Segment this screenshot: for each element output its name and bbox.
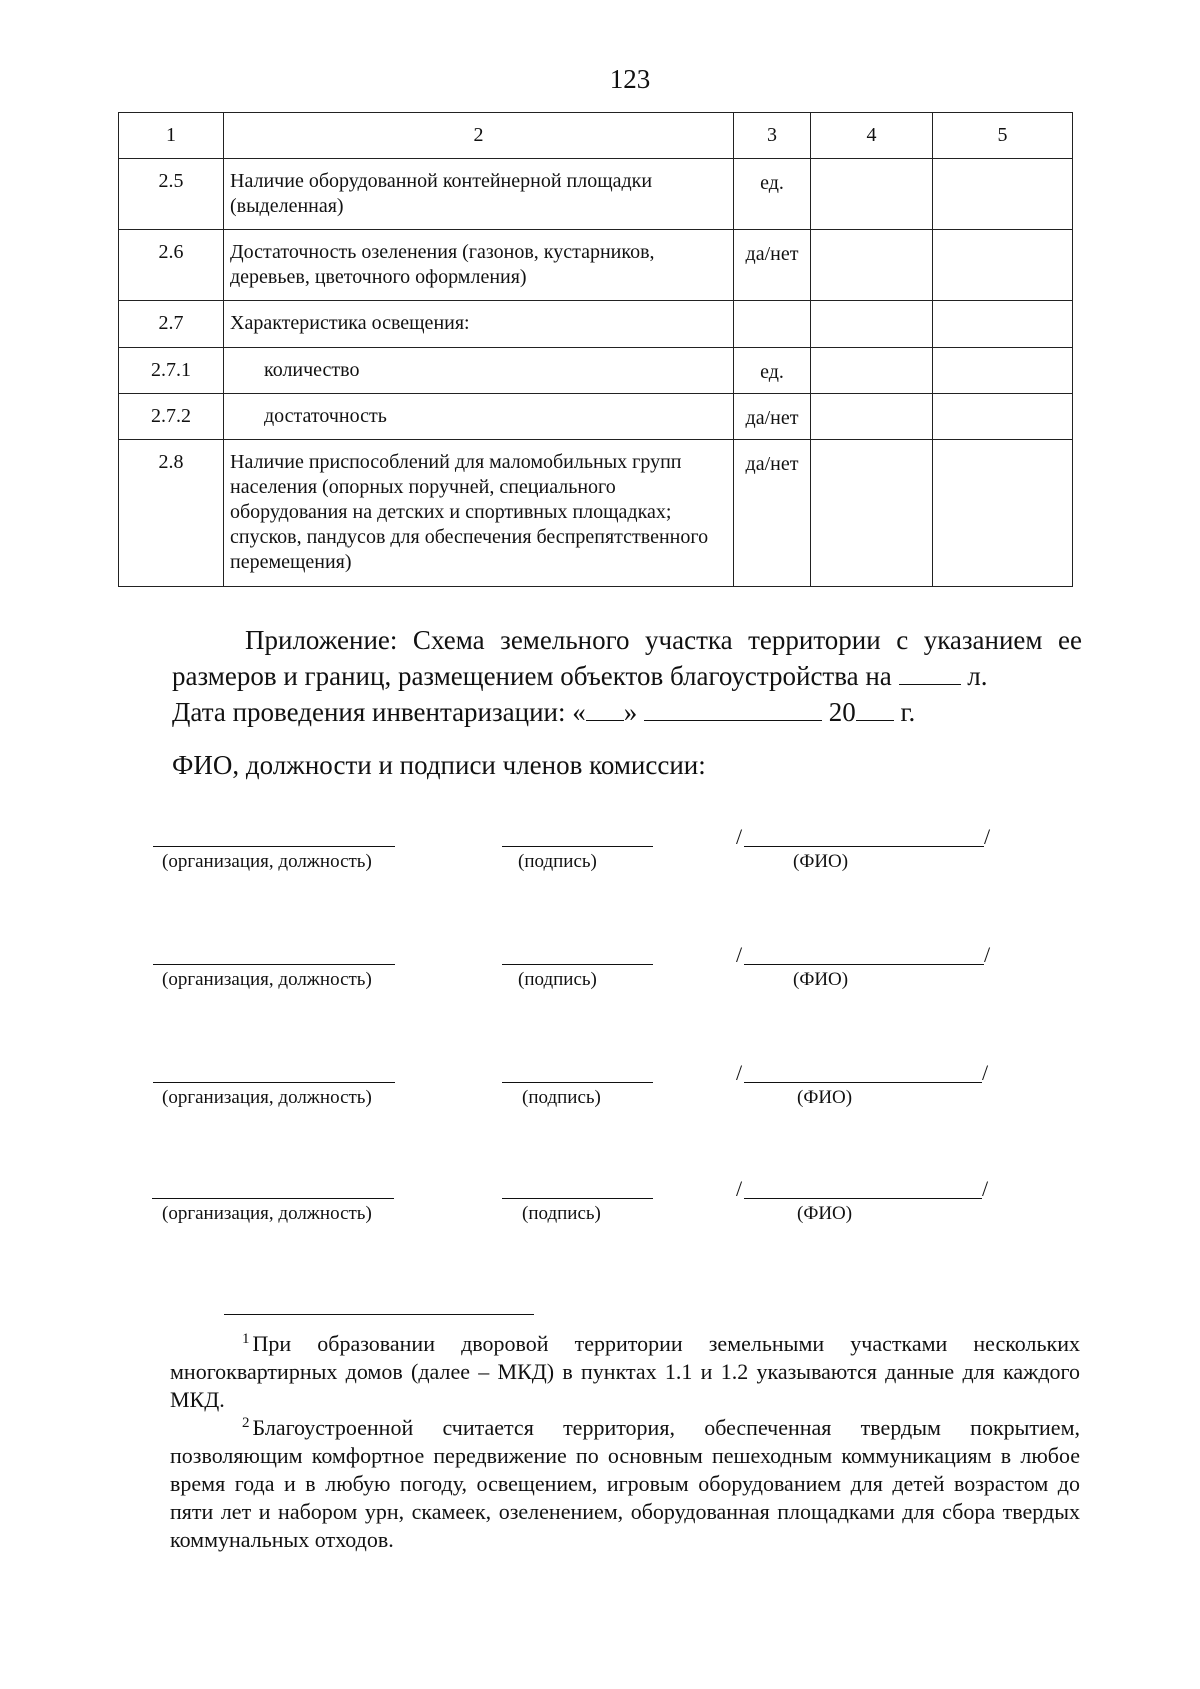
inventory-table [118,112,1073,587]
row-value-5[interactable] [933,159,1073,230]
appendix-paragraph [172,622,1082,694]
organization-caption: (организация, должность) [162,1203,372,1224]
footnote-text: При образовании дворовой территории земельными участками нескольких многоквартирных домов (далее – МКД) в пунктах 1.1 и 1.2 указываются данные для каждого МКД. [170,1331,1080,1412]
row-value-4[interactable] [811,301,933,348]
row-name: количество [224,348,734,394]
fio-slash-left: / [736,942,743,967]
row-value-5[interactable] [933,230,1073,301]
table-row [119,159,1073,230]
year-suffix: г. [900,697,916,727]
organization-line[interactable] [153,1082,395,1083]
table-row [119,440,1073,587]
row-number: 2.8 [119,440,224,587]
signature-caption: (подпись) [518,969,597,990]
signature-row [0,1060,1200,1126]
table-header-cell: 5 [933,113,1073,159]
row-number: 2.6 [119,230,224,301]
row-unit: да/нет [734,394,811,440]
row-value-4[interactable] [811,159,933,230]
row-number: 2.7 [119,301,224,348]
row-name: Характеристика освещения: [224,301,734,348]
signature-line[interactable] [502,846,653,847]
table-row [119,348,1073,394]
fio-slash-left: / [736,824,743,849]
table-header-cell: 3 [734,113,811,159]
commission-title: ФИО, должности и подписи членов комиссии: [172,750,706,780]
row-value-4[interactable] [811,348,933,394]
row-value-5[interactable] [933,440,1073,587]
row-number: 2.5 [119,159,224,230]
footnote [170,1414,1080,1554]
table-header-cell: 4 [811,113,933,159]
row-unit: ед. [734,348,811,394]
fio-slash-right: / [984,824,991,849]
organization-caption: (организация, должность) [162,851,372,872]
fio-caption: (ФИО) [793,969,849,990]
row-unit [734,301,811,348]
fio-slash-right: / [982,1060,989,1085]
row-name: достаточность [224,394,734,440]
signature-row [0,1176,1200,1242]
row-value-5[interactable] [933,301,1073,348]
inventory-date-line [172,694,1082,730]
sheets-count-blank[interactable] [899,662,961,685]
page-number: 123 [609,64,651,94]
row-unit: да/нет [734,230,811,301]
table-row [119,394,1073,440]
signature-caption: (подпись) [518,851,597,872]
row-unit: ед. [734,159,811,230]
month-blank[interactable] [644,698,822,721]
signature-line[interactable] [502,964,653,965]
fio-caption: (ФИО) [797,1203,853,1224]
organization-caption: (организация, должность) [162,1087,372,1108]
row-value-4[interactable] [811,230,933,301]
table-row [119,301,1073,348]
row-name: Наличие приспособлений для маломобильных групп населения (опорных поручней, специального оборудования на детских и спортивных площадках; спусков, пандусов для обеспечения беспрепятственного перемещения) [224,440,734,587]
row-value-4[interactable] [811,394,933,440]
table-row [119,230,1073,301]
fio-line[interactable] [744,1198,982,1199]
row-number: 2.7.1 [119,348,224,394]
fio-slash-right: / [984,942,991,967]
table-header-row [119,113,1073,159]
fio-line[interactable] [744,964,984,965]
appendix-block [172,622,1082,730]
footnote-mark: 1 [242,1331,250,1347]
row-name: Наличие оборудованной контейнерной площадки (выделенная) [224,159,734,230]
signature-line[interactable] [502,1082,653,1083]
footnote-text: Благоустроенной считается территория, обеспеченная твердым покрытием, позволяющим комфортное передвижение по основным пешеходным коммуникациям в любое время года и в любую погоду, освещением, игровым оборудованием для детей возрастом до пяти лет и набором урн, скамеек, озеленением, оборудованная площадками для сбора твердых коммунальных отходов. [170,1415,1080,1552]
year-prefix: 20 [828,697,856,727]
organization-caption: (организация, должность) [162,969,372,990]
fio-caption: (ФИО) [793,851,849,872]
organization-line[interactable] [153,846,395,847]
signature-caption: (подпись) [522,1203,601,1224]
date-label: Дата проведения инвентаризации: « [172,697,586,727]
fio-line[interactable] [744,846,984,847]
day-blank[interactable] [586,698,624,721]
row-value-5[interactable] [933,348,1073,394]
row-unit: да/нет [734,440,811,587]
fio-slash-left: / [736,1060,743,1085]
signature-row [0,824,1200,890]
organization-line[interactable] [153,964,395,965]
row-number: 2.7.2 [119,394,224,440]
year-blank[interactable] [856,698,894,721]
footnote [170,1330,1080,1414]
fio-caption: (ФИО) [797,1087,853,1108]
fio-slash-left: / [736,1176,743,1201]
fio-slash-right: / [982,1176,989,1201]
signature-line[interactable] [502,1198,653,1199]
row-value-5[interactable] [933,394,1073,440]
fio-line[interactable] [744,1082,982,1083]
table-header-cell: 2 [224,113,734,159]
row-name: Достаточность озеленения (газонов, кустарников, деревьев, цветочного оформления) [224,230,734,301]
footnote-mark: 2 [242,1415,250,1431]
organization-line[interactable] [152,1198,394,1199]
signature-row [0,942,1200,1008]
footnotes [170,1330,1080,1554]
date-quote-close: » [623,697,638,727]
footnote-separator [224,1314,534,1315]
signature-caption: (подпись) [522,1087,601,1108]
row-value-4[interactable] [811,440,933,587]
sheets-suffix: л. [967,661,988,691]
table-header-cell: 1 [119,113,224,159]
appendix-text: Приложение: Схема земельного участка территории с указанием ее размеров и границ, размещением объектов благоустройства на [172,625,1082,691]
